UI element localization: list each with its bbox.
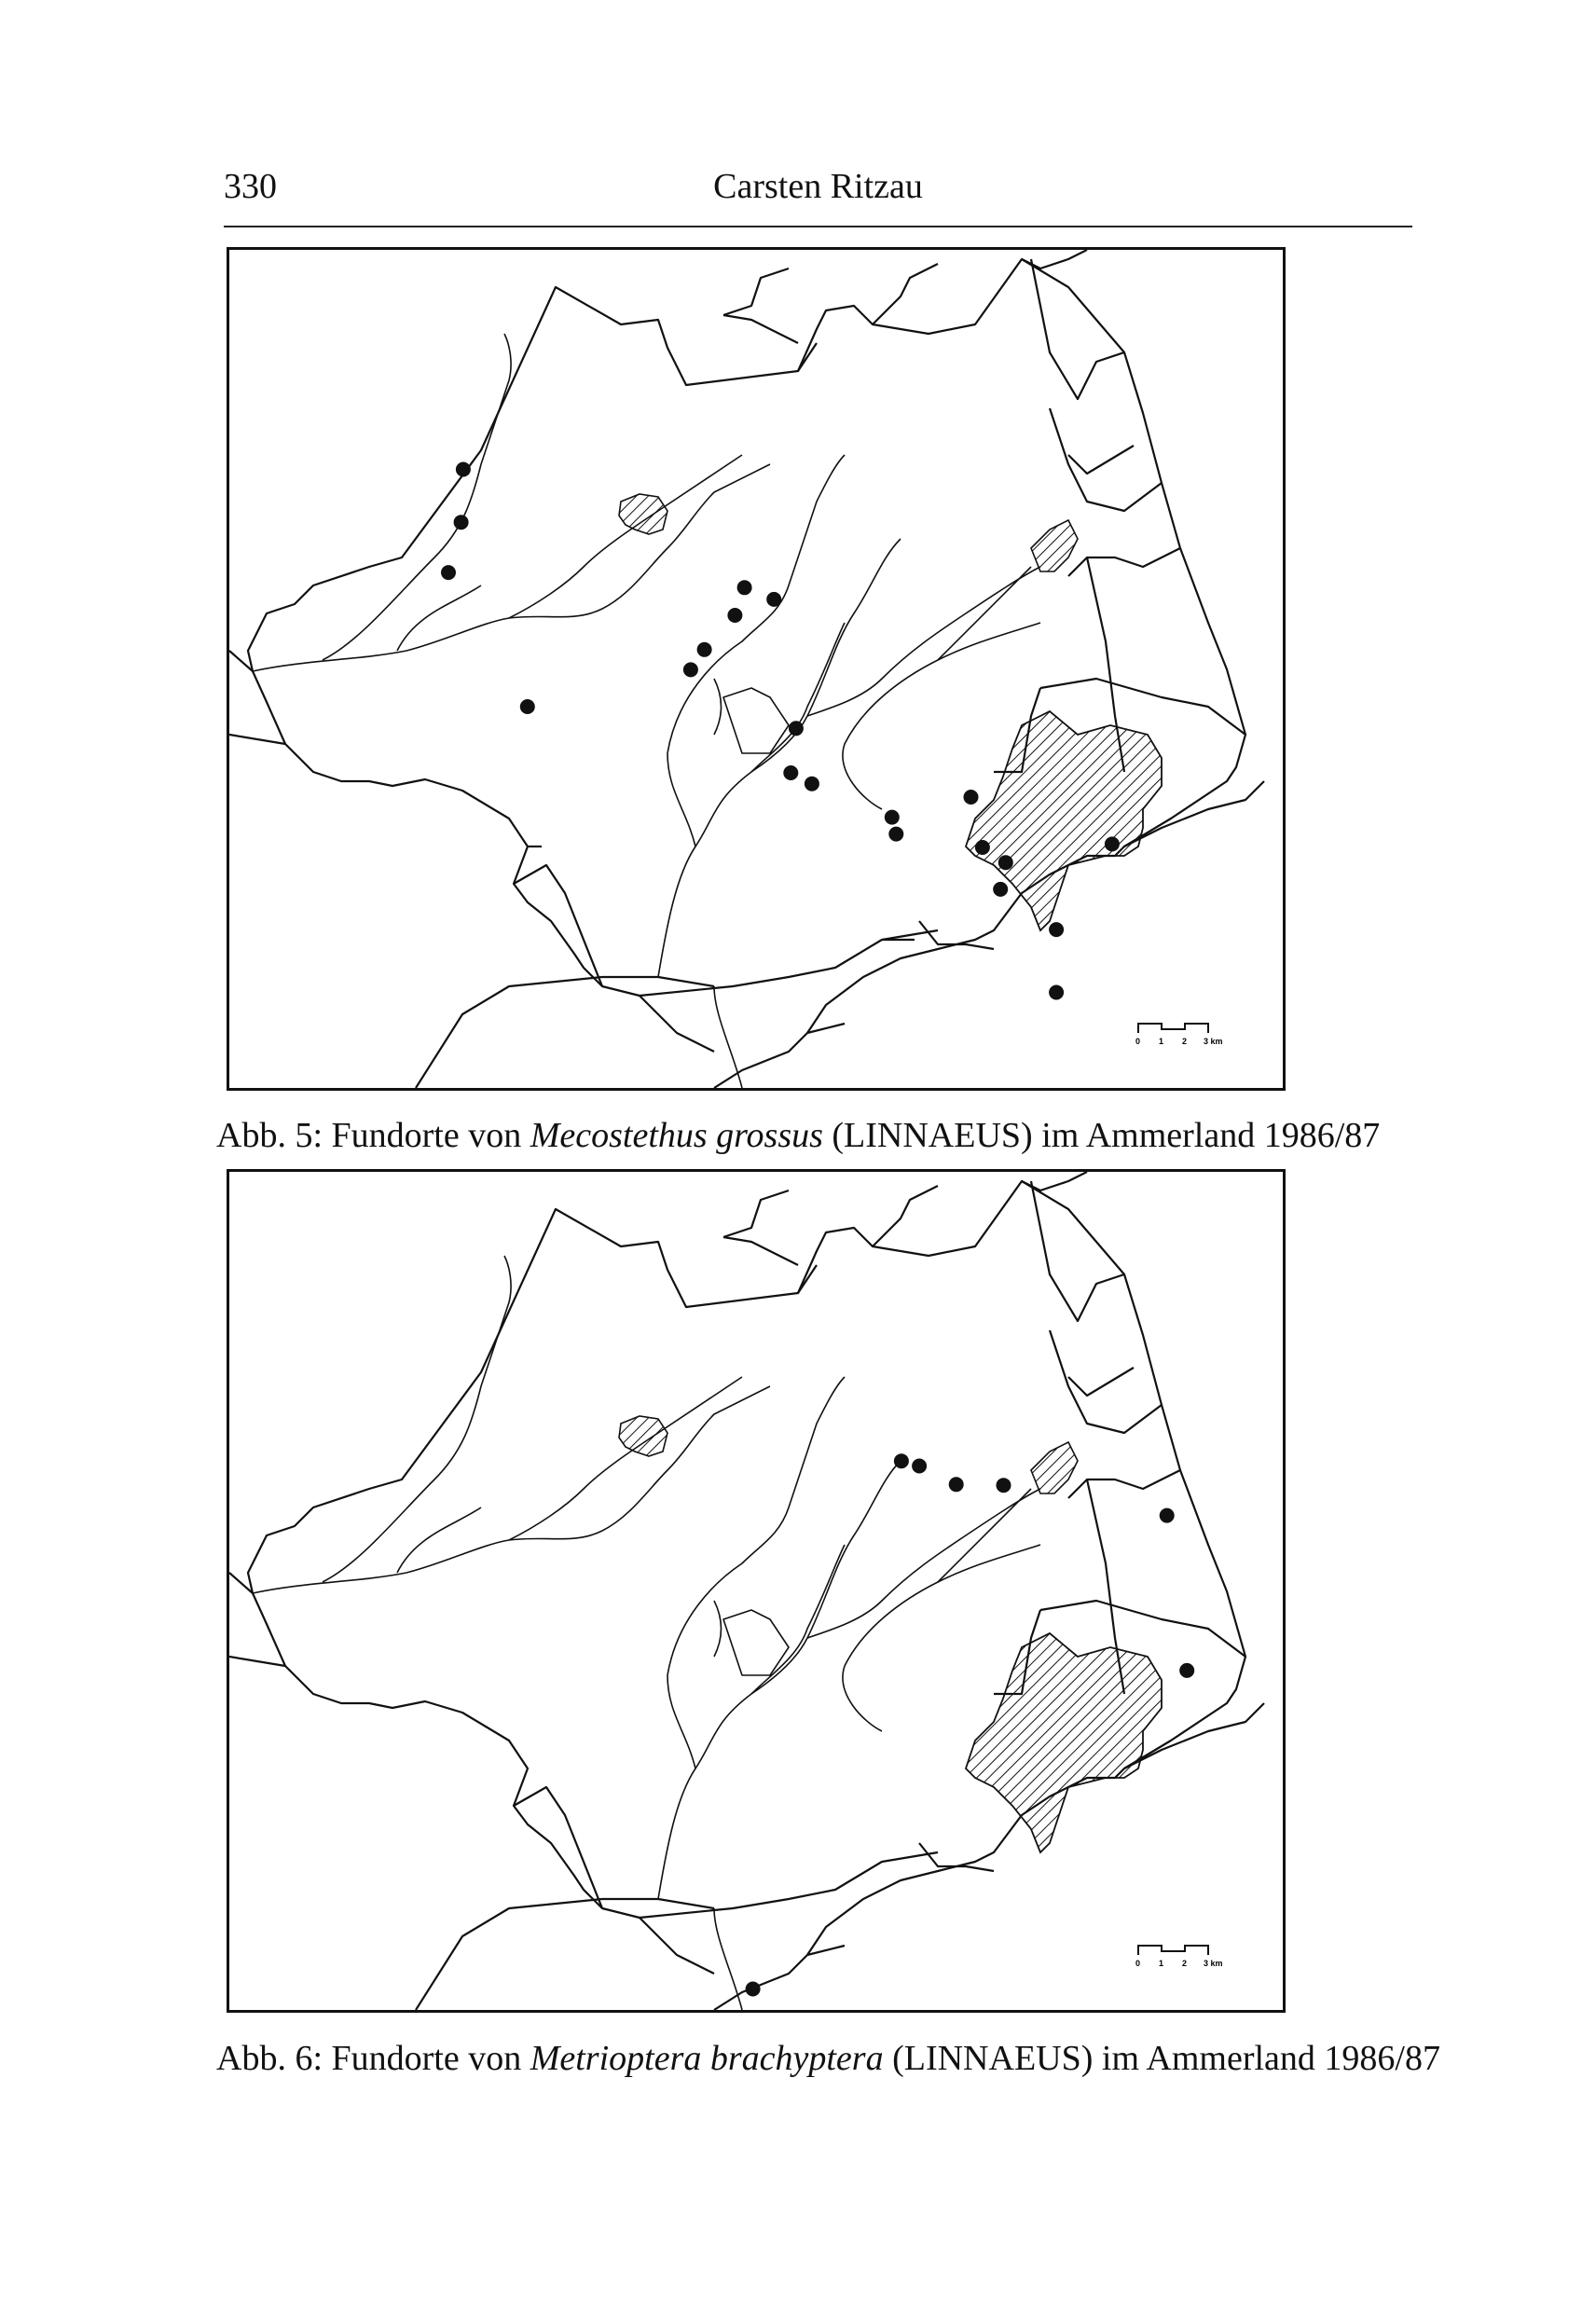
running-title-author: Carsten Ritzau [713,167,923,206]
scale-label-1: 1 [1159,1037,1164,1046]
caption-species-name: Mecostethus grossus [530,1116,823,1155]
scale-bar [1135,1946,1223,1968]
find-site-dot [683,662,698,677]
town-westerstede [619,494,667,534]
town-oldenburg [966,1633,1162,1852]
find-site-dot [454,515,469,530]
district-boundary [229,250,1264,1088]
scale-label-0: 0 [1135,1037,1141,1046]
caption-suffix: (LINNAEUS) im Ammerland 1986/87 [822,1116,1381,1155]
rivers [253,1256,1040,2010]
caption-prefix: Abb. 6: Fundorte von [216,2039,530,2078]
scale-label-3km: 3 km [1204,1037,1223,1046]
find-site-dot [964,790,979,805]
find-site-dot [520,699,535,714]
find-site-dot [888,827,903,842]
find-site-dot [1160,1508,1175,1523]
find-site-dot [783,765,798,780]
find-site-dot [737,580,752,595]
town-bad-zwischenahn [1031,1442,1078,1493]
find-site-dot [1049,985,1064,1000]
find-site-dot [885,810,900,825]
find-site-dot [894,1453,909,1468]
header-rule [224,226,1412,227]
scale-label-0: 0 [1135,1959,1141,1968]
town-westerstede [619,1416,667,1456]
find-site-dot [746,1982,761,1997]
scale-label-2: 2 [1182,1959,1188,1968]
rivers [253,334,1040,1088]
scale-label-2: 2 [1182,1037,1188,1046]
town-areas-hatched [619,1416,1162,1852]
find-site-dot [975,840,990,855]
find-site-dot [912,1459,927,1474]
find-site-dot [456,462,471,477]
district-boundary [229,1172,1264,2010]
scale-bar [1135,1024,1223,1046]
find-site-dot [1105,836,1120,851]
town-bad-zwischenahn [1031,520,1078,571]
map-figure-5 [227,247,1286,1091]
map-figure-6 [227,1169,1286,2013]
page-number: 330 [224,167,277,206]
caption-figure-5 [216,1115,1380,1156]
find-site-dot [697,642,712,657]
caption-prefix: Abb. 5: Fundorte von [216,1116,530,1155]
find-site-dot [727,608,742,623]
find-site-dot [998,855,1013,870]
running-header [224,166,1412,222]
town-oldenburg [966,711,1162,930]
caption-figure-6 [216,2038,1440,2079]
find-site-dot [949,1477,964,1492]
find-site-dot [1179,1663,1194,1678]
find-site-dot [997,1478,1011,1493]
find-site-dot [789,721,804,736]
scale-label-3km: 3 km [1204,1959,1223,1968]
map-figure-5-svg [229,250,1283,1088]
find-site-dot [1049,922,1064,937]
scale-label-1: 1 [1159,1959,1164,1968]
caption-species-name: Metrioptera brachyptera [530,2039,884,2078]
town-areas-hatched [619,494,1162,930]
find-site-dot [766,592,781,607]
find-sites-figure-5 [441,462,1120,1000]
caption-suffix: (LINNAEUS) im Ammerland 1986/87 [883,2039,1440,2078]
find-site-dot [441,565,456,580]
find-site-dot [993,882,1008,897]
map-figure-6-svg [229,1172,1283,2010]
find-site-dot [805,777,819,791]
